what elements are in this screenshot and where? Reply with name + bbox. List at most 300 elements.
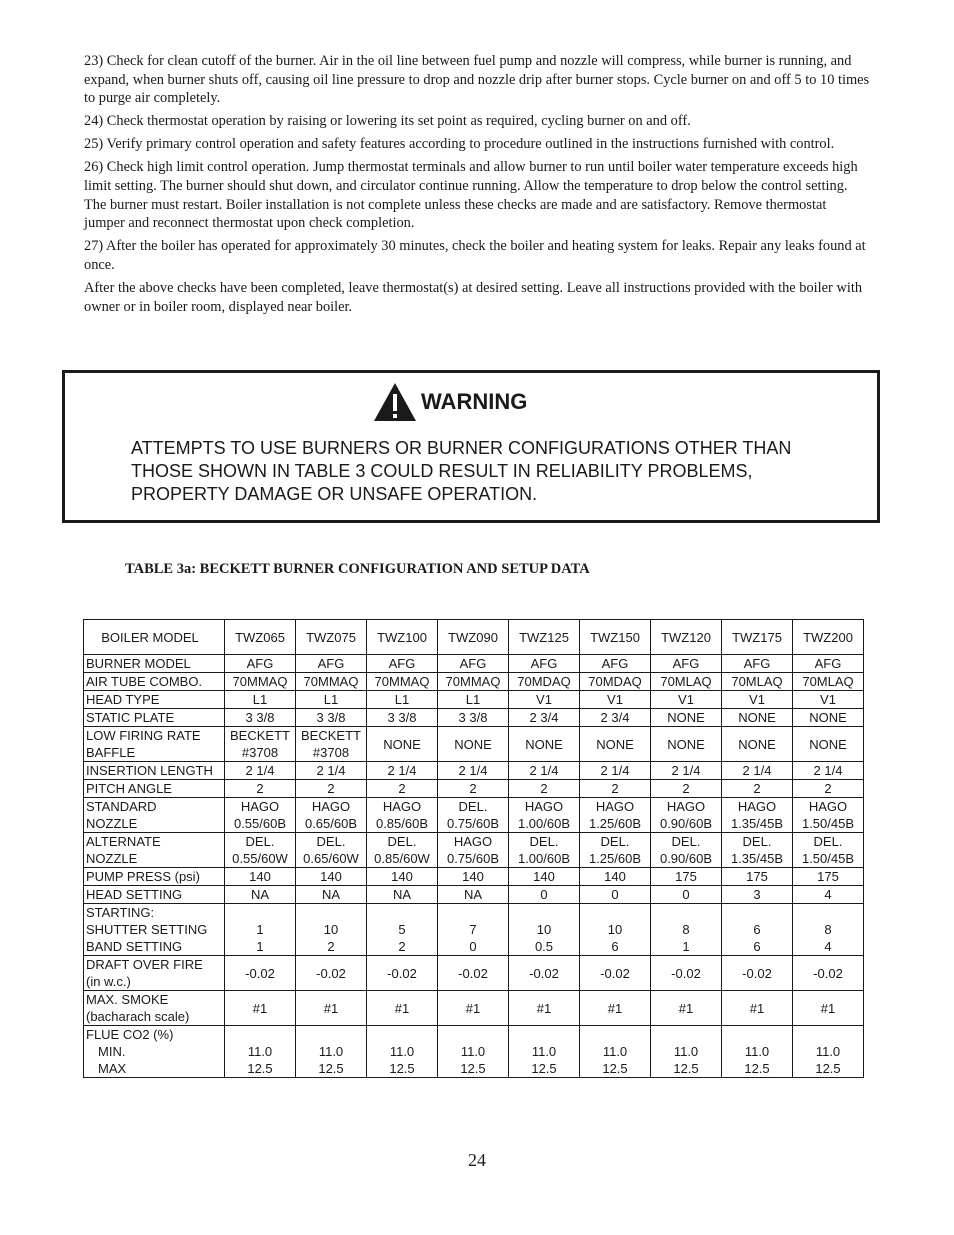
row-label-line: LOW FIRING RATE bbox=[86, 728, 201, 743]
cell-line: 70MDAQ bbox=[517, 674, 571, 689]
cell-line bbox=[296, 1026, 366, 1043]
cell-line: V1 bbox=[749, 692, 765, 707]
table-cell bbox=[438, 727, 509, 762]
table-cell bbox=[509, 709, 580, 727]
table-cell bbox=[651, 727, 722, 762]
row-label bbox=[84, 868, 225, 886]
cell-line: 1 bbox=[682, 939, 690, 954]
cell-line: 0.75/60B bbox=[446, 851, 500, 866]
table-cell bbox=[793, 780, 864, 798]
table-cell bbox=[722, 991, 793, 1026]
cell-line: 10 bbox=[323, 922, 339, 937]
row-label-line: SHUTTER SETTING bbox=[86, 922, 208, 937]
table-cell bbox=[793, 833, 864, 868]
table-cell bbox=[793, 868, 864, 886]
model-header: TWZ175 bbox=[722, 620, 793, 655]
cell-line: 140 bbox=[462, 869, 484, 884]
table-cell bbox=[367, 956, 438, 991]
cell-line: NONE bbox=[454, 736, 492, 752]
table-cell bbox=[225, 833, 296, 868]
cell-line: 2 bbox=[256, 781, 264, 796]
cell-line: V1 bbox=[678, 692, 694, 707]
table-cell bbox=[296, 655, 367, 673]
cell-line: 5 bbox=[398, 922, 406, 937]
model-header: TWZ065 bbox=[225, 620, 296, 655]
table-cell bbox=[580, 780, 651, 798]
table-cell bbox=[367, 691, 438, 709]
table-cell bbox=[651, 833, 722, 868]
model-header: TWZ125 bbox=[509, 620, 580, 655]
warning-text: ATTEMPTS TO USE BURNERS OR BURNER CONFIGURATIONS OTHER THAN THOSE SHOWN IN TABLE 3 COULD RESULT IN RELIABILITY PROBLEMS, PROPERTY DAMAGE OR UNSAFE OPERATION. bbox=[131, 438, 792, 504]
row-label-line: NOZZLE bbox=[86, 851, 138, 866]
table-cell bbox=[367, 762, 438, 780]
cell-line: -0.02 bbox=[742, 965, 772, 981]
table-cell bbox=[296, 868, 367, 886]
table-cell bbox=[793, 673, 864, 691]
table-cell bbox=[509, 727, 580, 762]
table-row bbox=[84, 833, 864, 868]
table-cell bbox=[367, 798, 438, 833]
table-cell bbox=[722, 868, 793, 886]
cell-line: 1.00/60B bbox=[517, 816, 571, 831]
cell-line: 12.5 bbox=[318, 1061, 344, 1076]
cell-line: 2 bbox=[398, 939, 406, 954]
table-cell bbox=[225, 762, 296, 780]
cell-line: V1 bbox=[607, 692, 623, 707]
table-cell bbox=[651, 655, 722, 673]
cell-line: NONE bbox=[738, 736, 776, 752]
table-cell bbox=[509, 1026, 580, 1078]
cell-line bbox=[296, 904, 366, 921]
cell-line: #3708 bbox=[312, 745, 350, 760]
cell-line: HAGO bbox=[595, 799, 635, 814]
cell-line: 1.35/45B bbox=[730, 816, 784, 831]
table-cell bbox=[225, 727, 296, 762]
cell-line: -0.02 bbox=[387, 965, 417, 981]
table-cell bbox=[296, 798, 367, 833]
table-cell bbox=[722, 956, 793, 991]
table-cell bbox=[367, 1026, 438, 1078]
cell-line bbox=[580, 1026, 650, 1043]
cell-line: 11.0 bbox=[744, 1044, 770, 1059]
cell-line: 2 1/4 bbox=[316, 763, 346, 778]
table-cell bbox=[296, 709, 367, 727]
table-cell bbox=[793, 709, 864, 727]
table-cell bbox=[722, 655, 793, 673]
cell-line: 0.55/60B bbox=[233, 816, 287, 831]
cell-line: 70MMAQ bbox=[374, 674, 430, 689]
row-label bbox=[84, 655, 225, 673]
cell-line: 3 bbox=[753, 887, 761, 902]
table-row bbox=[84, 991, 864, 1026]
table-row bbox=[84, 727, 864, 762]
cell-line: 2 bbox=[327, 781, 335, 796]
warning-header bbox=[373, 380, 527, 424]
table-cell bbox=[296, 956, 367, 991]
table-cell bbox=[651, 868, 722, 886]
cell-line: L1 bbox=[252, 692, 268, 707]
table-cell bbox=[438, 991, 509, 1026]
cell-line: 8 bbox=[682, 922, 690, 937]
row-label bbox=[84, 886, 225, 904]
step-24: 24) Check thermostat operation by raising or lowering its set point as required, cycling burner on and off. bbox=[84, 113, 691, 130]
cell-line: AFG bbox=[743, 656, 771, 671]
cell-line: 11.0 bbox=[389, 1044, 415, 1059]
row-label-line: STARTING: bbox=[86, 905, 155, 920]
model-header: TWZ090 bbox=[438, 620, 509, 655]
cell-line bbox=[509, 904, 579, 921]
cell-line: 11.0 bbox=[247, 1044, 273, 1059]
table-cell bbox=[225, 709, 296, 727]
cell-line: AFG bbox=[388, 656, 416, 671]
row-label-line: BAFFLE bbox=[86, 745, 136, 760]
table-cell bbox=[296, 780, 367, 798]
cell-line: 11.0 bbox=[318, 1044, 344, 1059]
cell-line: 4 bbox=[824, 939, 832, 954]
cell-line: HAGO bbox=[311, 799, 351, 814]
cell-line: DEL. bbox=[245, 834, 275, 849]
cell-line: #1 bbox=[607, 1000, 623, 1016]
cell-line: 2 3/4 bbox=[600, 710, 630, 725]
cell-line: 1 bbox=[256, 939, 264, 954]
table-cell bbox=[722, 691, 793, 709]
cell-line: NONE bbox=[809, 736, 847, 752]
cell-line: 3 3/8 bbox=[316, 710, 346, 725]
cell-line: #1 bbox=[465, 1000, 481, 1016]
cell-line: HAGO bbox=[240, 799, 280, 814]
warning-box bbox=[62, 370, 880, 523]
table-cell bbox=[367, 833, 438, 868]
step-26: 26) Check high limit control operation. Jump thermostat terminals and allow burner to run until boiler water temperature exceeds high limit setting. The burner should shut down, and circulator continue running. Allow the temperature to drop below the control setting. The burner must restart. Boiler installation is not complete unless these checks are made and are satisfactory. Remove thermostat jumper and reconnect thermostat upon check completion. bbox=[84, 159, 858, 232]
table-cell bbox=[793, 1026, 864, 1078]
row-label-line: STANDARD bbox=[86, 799, 157, 814]
row-label bbox=[84, 709, 225, 727]
table-row bbox=[84, 762, 864, 780]
table-cell bbox=[367, 868, 438, 886]
table-cell bbox=[438, 780, 509, 798]
cell-line: -0.02 bbox=[600, 965, 630, 981]
table-row bbox=[84, 904, 864, 956]
row-label-line: BURNER MODEL bbox=[86, 656, 191, 671]
cell-line: AFG bbox=[459, 656, 487, 671]
cell-line: DEL. bbox=[529, 834, 559, 849]
cell-line: 0.75/60B bbox=[446, 816, 500, 831]
table-cell bbox=[722, 904, 793, 956]
cell-line: NA bbox=[250, 887, 270, 902]
cell-line: 2 bbox=[611, 781, 619, 796]
cell-line: 2 1/4 bbox=[387, 763, 417, 778]
cell-line: 2 1/4 bbox=[671, 763, 701, 778]
cell-line: L1 bbox=[323, 692, 339, 707]
cell-line: 12.5 bbox=[460, 1061, 486, 1076]
cell-line: 12.5 bbox=[744, 1061, 770, 1076]
table-cell bbox=[651, 691, 722, 709]
table-cell bbox=[651, 886, 722, 904]
cell-line: 12.5 bbox=[602, 1061, 628, 1076]
cell-line: #1 bbox=[536, 1000, 552, 1016]
table-cell bbox=[225, 886, 296, 904]
table-cell bbox=[509, 833, 580, 868]
cell-line: 175 bbox=[746, 869, 768, 884]
cell-line: DEL. bbox=[742, 834, 772, 849]
row-label bbox=[84, 904, 225, 956]
cell-line: 1 bbox=[256, 922, 264, 937]
table-cell bbox=[793, 904, 864, 956]
table-cell bbox=[580, 886, 651, 904]
row-label-line: PUMP PRESS (psi) bbox=[86, 869, 200, 884]
model-header: TWZ075 bbox=[296, 620, 367, 655]
row-label bbox=[84, 991, 225, 1026]
cell-line: 3 3/8 bbox=[458, 710, 488, 725]
table-row bbox=[84, 780, 864, 798]
table-cell bbox=[651, 904, 722, 956]
table-cell bbox=[793, 991, 864, 1026]
row-label-line: BAND SETTING bbox=[86, 939, 183, 954]
cell-line: DEL. bbox=[316, 834, 346, 849]
cell-line: NA bbox=[321, 887, 341, 902]
cell-line: 0 bbox=[469, 939, 477, 954]
cell-line: L1 bbox=[394, 692, 410, 707]
model-header: TWZ200 bbox=[793, 620, 864, 655]
cell-line: 4 bbox=[824, 887, 832, 902]
table-cell bbox=[296, 762, 367, 780]
table-cell bbox=[367, 780, 438, 798]
cell-line bbox=[367, 1026, 437, 1043]
table-cell bbox=[225, 673, 296, 691]
table-cell bbox=[296, 833, 367, 868]
cell-line: 11.0 bbox=[531, 1044, 557, 1059]
table-cell bbox=[438, 868, 509, 886]
cell-line: 10 bbox=[607, 922, 623, 937]
table-cell bbox=[367, 886, 438, 904]
table-cell bbox=[367, 904, 438, 956]
cell-line: #1 bbox=[252, 1000, 268, 1016]
closing-note: After the above checks have been completed, leave thermostat(s) at desired setting. Leave all instructions provided with the boiler with owner or in boiler room, displayed near boiler. bbox=[84, 280, 863, 315]
cell-line bbox=[509, 1026, 579, 1043]
instruction-steps bbox=[84, 52, 870, 321]
cell-line: -0.02 bbox=[316, 965, 346, 981]
cell-line: NA bbox=[463, 887, 483, 902]
cell-line: 2 bbox=[753, 781, 761, 796]
table-cell bbox=[225, 655, 296, 673]
cell-line: 12.5 bbox=[815, 1061, 841, 1076]
cell-line: 6 bbox=[611, 939, 619, 954]
table-cell bbox=[225, 991, 296, 1026]
cell-line: 6 bbox=[753, 939, 761, 954]
cell-line: NA bbox=[392, 887, 412, 902]
cell-line: 140 bbox=[391, 869, 413, 884]
table-cell bbox=[438, 833, 509, 868]
cell-line: 2 bbox=[824, 781, 832, 796]
row-label-line: HEAD SETTING bbox=[86, 887, 183, 902]
table-cell bbox=[367, 655, 438, 673]
cell-line: 175 bbox=[675, 869, 697, 884]
cell-line: 175 bbox=[817, 869, 839, 884]
cell-line: 2 1/4 bbox=[245, 763, 275, 778]
table-cell bbox=[793, 727, 864, 762]
table-cell bbox=[580, 904, 651, 956]
row-label bbox=[84, 1026, 225, 1078]
cell-line: DEL. bbox=[600, 834, 630, 849]
table-cell bbox=[793, 798, 864, 833]
cell-line bbox=[651, 904, 721, 921]
cell-line: -0.02 bbox=[813, 965, 843, 981]
table-cell bbox=[509, 762, 580, 780]
table-cell bbox=[651, 798, 722, 833]
table-cell bbox=[296, 1026, 367, 1078]
row-label bbox=[84, 727, 225, 762]
table-row bbox=[84, 673, 864, 691]
cell-line: 0 bbox=[682, 887, 690, 902]
cell-line: #3708 bbox=[241, 745, 279, 760]
row-label-line: HEAD TYPE bbox=[86, 692, 160, 707]
cell-line: 11.0 bbox=[460, 1044, 486, 1059]
cell-line: V1 bbox=[820, 692, 836, 707]
warning-triangle-icon bbox=[373, 382, 417, 422]
cell-line: NONE bbox=[667, 710, 705, 725]
row-label-line: STATIC PLATE bbox=[86, 710, 175, 725]
model-header: TWZ100 bbox=[367, 620, 438, 655]
table-row bbox=[84, 691, 864, 709]
table-cell bbox=[722, 709, 793, 727]
table-cell bbox=[509, 886, 580, 904]
cell-line: 11.0 bbox=[673, 1044, 699, 1059]
table-row bbox=[84, 886, 864, 904]
table-cell bbox=[225, 1026, 296, 1078]
row-label-line: INSERTION LENGTH bbox=[86, 763, 213, 778]
cell-line: DEL. bbox=[813, 834, 843, 849]
table-cell bbox=[296, 886, 367, 904]
cell-line: 70MDAQ bbox=[588, 674, 642, 689]
table-cell bbox=[722, 886, 793, 904]
cell-line: 70MMAQ bbox=[445, 674, 501, 689]
cell-line: HAGO bbox=[524, 799, 564, 814]
table-cell bbox=[651, 673, 722, 691]
cell-line: 2 1/4 bbox=[600, 763, 630, 778]
cell-line: #1 bbox=[678, 1000, 694, 1016]
row-label-line: ALTERNATE bbox=[86, 834, 161, 849]
cell-line: 0.55/60W bbox=[232, 851, 288, 866]
table-cell bbox=[296, 673, 367, 691]
cell-line: 70MLAQ bbox=[731, 674, 783, 689]
row-label bbox=[84, 673, 225, 691]
table-cell bbox=[438, 673, 509, 691]
cell-line: NONE bbox=[667, 736, 705, 752]
cell-line bbox=[793, 1026, 863, 1043]
corner-header: BOILER MODEL bbox=[84, 620, 225, 655]
row-label bbox=[84, 780, 225, 798]
table-cell bbox=[651, 709, 722, 727]
table-cell bbox=[296, 991, 367, 1026]
model-header: TWZ150 bbox=[580, 620, 651, 655]
table-cell bbox=[438, 762, 509, 780]
table-cell bbox=[509, 673, 580, 691]
cell-line: #1 bbox=[323, 1000, 339, 1016]
table-cell bbox=[580, 709, 651, 727]
row-label-line: MIN. bbox=[98, 1044, 126, 1059]
row-label-line: NOZZLE bbox=[86, 816, 138, 831]
table-cell bbox=[367, 709, 438, 727]
cell-line: 2 1/4 bbox=[458, 763, 488, 778]
step-23: 23) Check for clean cutoff of the burner. Air in the oil line between fuel pump and nozzle will compress, while burner is running, and expand, when burner shuts off, causing oil line pressure to drop and nozzle drip after burner stops. Cycle burner on and off 5 to 10 times to purge air completely. bbox=[84, 53, 870, 107]
cell-line bbox=[225, 904, 295, 921]
table-cell bbox=[580, 673, 651, 691]
cell-line: AFG bbox=[530, 656, 558, 671]
table-cell bbox=[651, 1026, 722, 1078]
table-cell bbox=[509, 991, 580, 1026]
cell-line: 12.5 bbox=[247, 1061, 273, 1076]
row-label-line: (in w.c.) bbox=[86, 974, 131, 989]
table-cell bbox=[722, 727, 793, 762]
table-cell bbox=[793, 762, 864, 780]
cell-line: 1.25/60B bbox=[588, 851, 642, 866]
cell-line: 1.00/60B bbox=[517, 851, 571, 866]
table-cell bbox=[580, 691, 651, 709]
cell-line: 2 bbox=[540, 781, 548, 796]
cell-line: 2 1/4 bbox=[742, 763, 772, 778]
table-cell bbox=[580, 655, 651, 673]
table-row bbox=[84, 956, 864, 991]
cell-line: BECKETT bbox=[301, 728, 361, 743]
table-cell bbox=[509, 798, 580, 833]
cell-line: 12.5 bbox=[673, 1061, 699, 1076]
table-cell bbox=[509, 780, 580, 798]
table-cell bbox=[438, 655, 509, 673]
table-cell bbox=[438, 691, 509, 709]
table-cell bbox=[580, 868, 651, 886]
cell-line bbox=[438, 1026, 508, 1043]
cell-line bbox=[651, 1026, 721, 1043]
row-label-line: FLUE CO2 (%) bbox=[86, 1027, 174, 1042]
cell-line: NONE bbox=[525, 736, 563, 752]
cell-line: DEL. bbox=[458, 799, 488, 814]
table-cell bbox=[438, 798, 509, 833]
cell-line: HAGO bbox=[666, 799, 706, 814]
cell-line: 0.5 bbox=[534, 939, 554, 954]
cell-line: NONE bbox=[596, 736, 634, 752]
cell-line: HAGO bbox=[382, 799, 422, 814]
cell-line: 3 3/8 bbox=[245, 710, 275, 725]
table-cell bbox=[438, 709, 509, 727]
cell-line: 2 bbox=[682, 781, 690, 796]
cell-line: 70MMAQ bbox=[303, 674, 359, 689]
cell-line: NONE bbox=[738, 710, 776, 725]
cell-line: 140 bbox=[533, 869, 555, 884]
table-cell bbox=[296, 727, 367, 762]
cell-line: 2 bbox=[398, 781, 406, 796]
table-cell bbox=[580, 762, 651, 780]
table-cell bbox=[367, 673, 438, 691]
cell-line: 2 bbox=[469, 781, 477, 796]
row-label-line: (bacharach scale) bbox=[86, 1009, 190, 1024]
row-label bbox=[84, 833, 225, 868]
table-row bbox=[84, 655, 864, 673]
cell-line: 140 bbox=[249, 869, 271, 884]
table-cell bbox=[722, 798, 793, 833]
cell-line: -0.02 bbox=[529, 965, 559, 981]
cell-line: 0 bbox=[540, 887, 548, 902]
cell-line: 11.0 bbox=[602, 1044, 628, 1059]
cell-line: 70MMAQ bbox=[232, 674, 288, 689]
cell-line bbox=[367, 904, 437, 921]
table-cell bbox=[225, 868, 296, 886]
row-label-line: MAX. SMOKE bbox=[86, 992, 169, 1007]
cell-line: BECKETT bbox=[230, 728, 290, 743]
cell-line: 3 3/8 bbox=[387, 710, 417, 725]
cell-line: L1 bbox=[465, 692, 481, 707]
cell-line: 0.65/60W bbox=[303, 851, 359, 866]
warning-title: WARNING bbox=[421, 389, 528, 414]
